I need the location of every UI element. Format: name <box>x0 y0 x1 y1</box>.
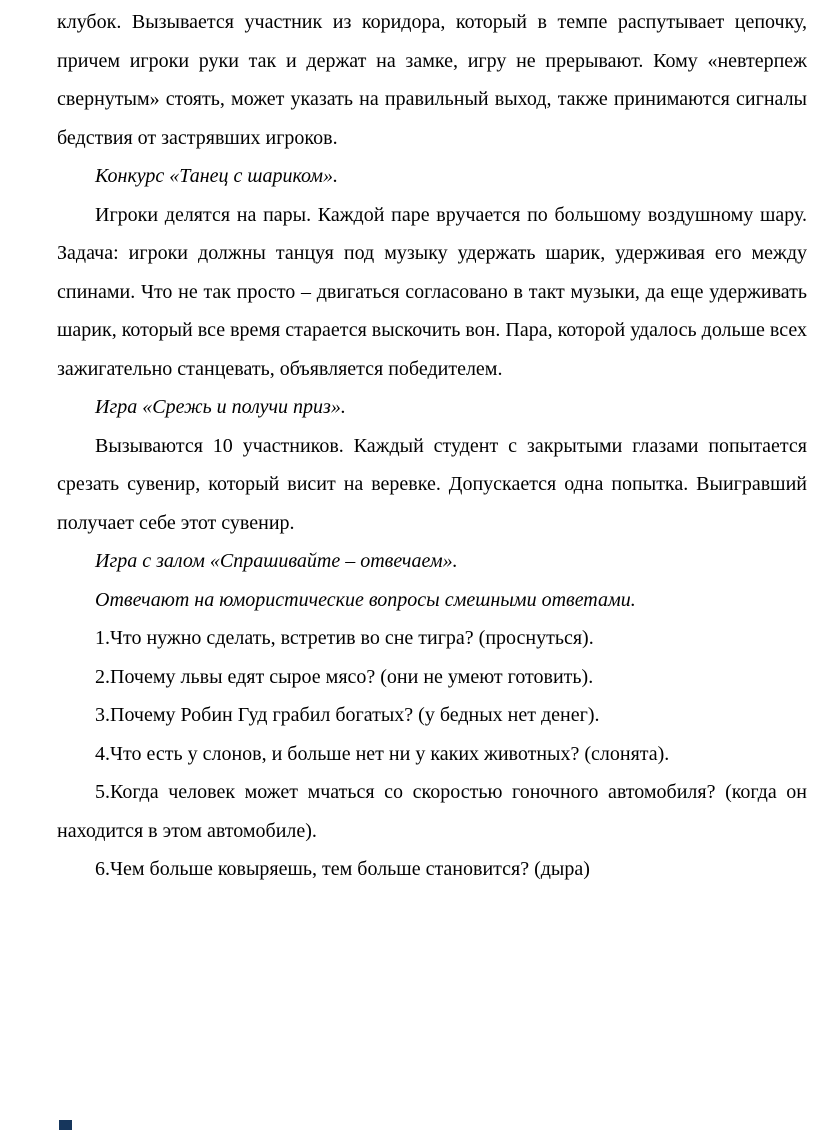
qa-item-3: 3.Почему Робин Гуд грабил богатых? (у бедных нет денег). <box>95 704 600 726</box>
qa-item-1: 1.Что нужно сделать, встретив во сне тигра? (проснуться). <box>95 627 594 649</box>
footer-marker <box>59 1120 72 1130</box>
qa-item-4: 4.Что есть у слонов, и больше нет ни у каких животных? (слонята). <box>95 742 670 765</box>
game-title-cut-the-prize: Игра «Срежь и получи приз». <box>95 396 346 418</box>
subtitle-humorous-questions: Отвечают на юмористические вопросы смешными ответами. <box>95 588 636 611</box>
qa-item-5: 5.Когда человек может мчаться со скоростью гоночного автомобиля? (когда он находится в этом автомобиле). <box>57 781 807 842</box>
game-title-ask-we-answer: Игра с залом «Спрашивайте – отвечаем». <box>95 550 458 572</box>
game-title-balloon-dance: Конкурс «Танец с шариком». <box>95 165 339 187</box>
qa-item-2: 2.Почему львы едят сырое мясо? (они не умеют готовить). <box>95 665 594 688</box>
paragraph-cut-the-prize-rules: Вызываются 10 участников. Каждый студент с закрытыми глазами попытается срезать сувенир, который висит на веревке. Допускается одна попытка. Выигравший получает себе этот сувенир. <box>57 434 807 534</box>
document-body <box>57 3 807 889</box>
paragraph-untangle-game-continuation: клубок. Вызывается участник из коридора, который в темпе распутывает цепочку, причем игроки руки так и держат на замке, игру не прерывают. Кому «невтерпеж свернутым» стоять, может указать на правильный выход, также принимаются сигналы бедствия от застрявших игроков. <box>57 11 807 149</box>
qa-item-6: 6.Чем больше ковыряешь, тем больше становится? (дыра) <box>95 858 590 880</box>
paragraph-balloon-dance-rules: Игроки делятся на пары. Каждой паре вручается по большому воздушному шару. Задача: игроки должны танцуя под музыку удержать шарик, удерживая его между спинами. Что не так просто – двигаться согласовано в такт музыки, да еще удерживать шарик, который все время старается выскочить вон. Пара, которой удалось дольше всех зажигательно станцевать, объявляется победителем. <box>57 203 807 380</box>
